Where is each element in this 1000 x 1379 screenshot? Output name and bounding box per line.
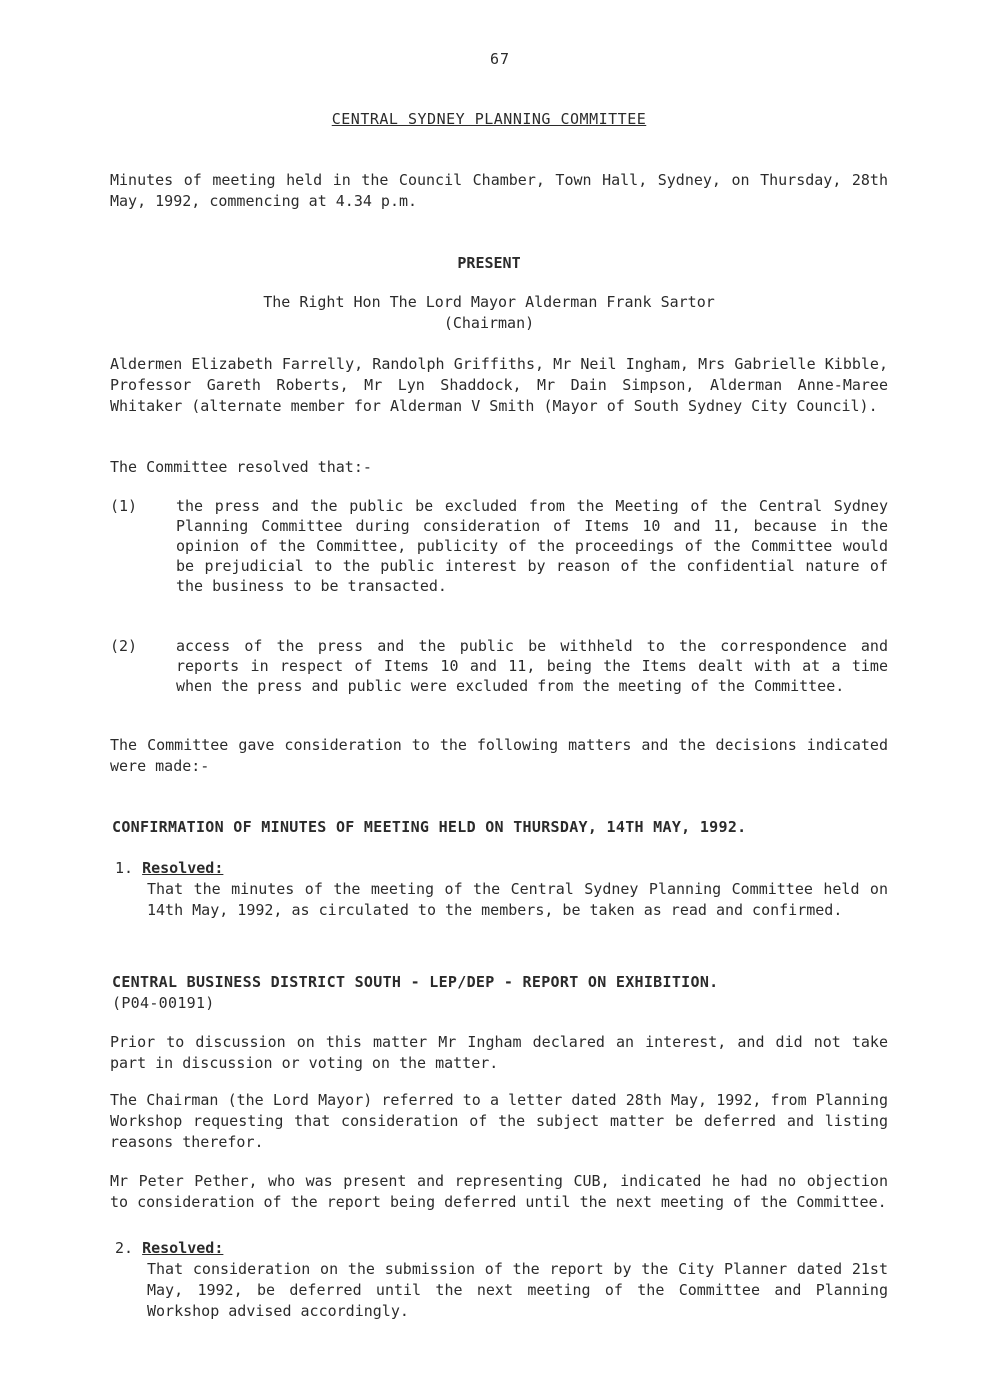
resolution-number: (2) <box>110 637 138 655</box>
resolution-item <box>110 496 888 596</box>
resolved-intro: The Committee resolved that:- <box>110 458 372 476</box>
resolution-number: (1) <box>110 497 138 515</box>
resolution-item <box>110 636 888 696</box>
resolution-text: That the minutes of the meeting of the Central Sydney Planning Committee held on 14th May, 1992, as circulated to the members, be taken as read and confirmed. <box>147 880 888 919</box>
resolved-label: Resolved: <box>142 859 224 877</box>
letter-paragraph: The Chairman (the Lord Mayor) referred to a letter dated 28th May, 1992, from Planning Workshop requesting that consideration of the subject matter be deferred and listing reasons therefor. <box>110 1091 888 1151</box>
section-heading-confirmation: CONFIRMATION OF MINUTES OF MEETING HELD ON THURSDAY, 14TH MAY, 1992. <box>112 818 747 836</box>
meeting-intro: Minutes of meeting held in the Council Chamber, Town Hall, Sydney, on Thursday, 28th May, 1992, commencing at 4.34 p.m. <box>110 171 888 210</box>
chairman-name: The Right Hon The Lord Mayor Alderman Frank Sartor <box>263 293 715 311</box>
declaration-paragraph: Prior to discussion on this matter Mr Ingham declared an interest, and did not take part in discussion or voting on the matter. <box>110 1033 888 1072</box>
resolution-block-2 <box>115 1238 888 1322</box>
pether-paragraph: Mr Peter Pether, who was present and representing CUB, indicated he had no objection to consideration of the report being deferred until the next meeting of the Committee. <box>110 1172 888 1211</box>
section-heading-line: CENTRAL BUSINESS DISTRICT SOUTH - LEP/DEP - REPORT ON EXHIBITION. <box>112 973 719 991</box>
chairman-role: (Chairman) <box>443 314 535 332</box>
consideration-paragraph: The Committee gave consideration to the following matters and the decisions indicated were made:- <box>110 736 888 775</box>
resolution-number: 2. <box>115 1239 134 1257</box>
resolution-text: the press and the public be excluded from the Meeting of the Central Sydney Planning Committee during consideration of Items 10 and 11, because in the opinion of the Committee, publicity of the proceedings of the Committee would be prejudicial to the public interest by reason of the confidential nature of the business to be transacted. <box>176 497 888 595</box>
present-heading: PRESENT <box>457 254 521 272</box>
document-title: CENTRAL SYDNEY PLANNING COMMITTEE <box>331 110 647 128</box>
resolution-block-1 <box>115 858 888 921</box>
resolution-number: 1. <box>115 859 134 877</box>
page-number: 67 <box>489 50 511 68</box>
resolution-text: That consideration on the submission of the report by the City Planner dated 21st May, 1992, be deferred until the next meeting of the Committee and Planning Workshop advised accordingly. <box>147 1260 888 1320</box>
resolved-label: Resolved: <box>142 1239 224 1257</box>
section-heading-cbd-south <box>112 972 892 1014</box>
attendees-list: Aldermen Elizabeth Farrelly, Randolph Griffiths, Mr Neil Ingham, Mrs Gabrielle Kibble, Professor Gareth Roberts, Mr Lyn Shaddock, Mr Dain Simpson, Alderman Anne-Maree Whitaker (alternate member for Alderman V Smith (Mayor of South Sydney City Council). <box>110 355 888 415</box>
resolution-text: access of the press and the public be withheld to the correspondence and reports in respect of Items 10 and 11, being the Items dealt with at a time when the press and public were excluded from the meeting of the Committee. <box>176 637 888 695</box>
section-reference: (P04-00191) <box>112 994 215 1012</box>
